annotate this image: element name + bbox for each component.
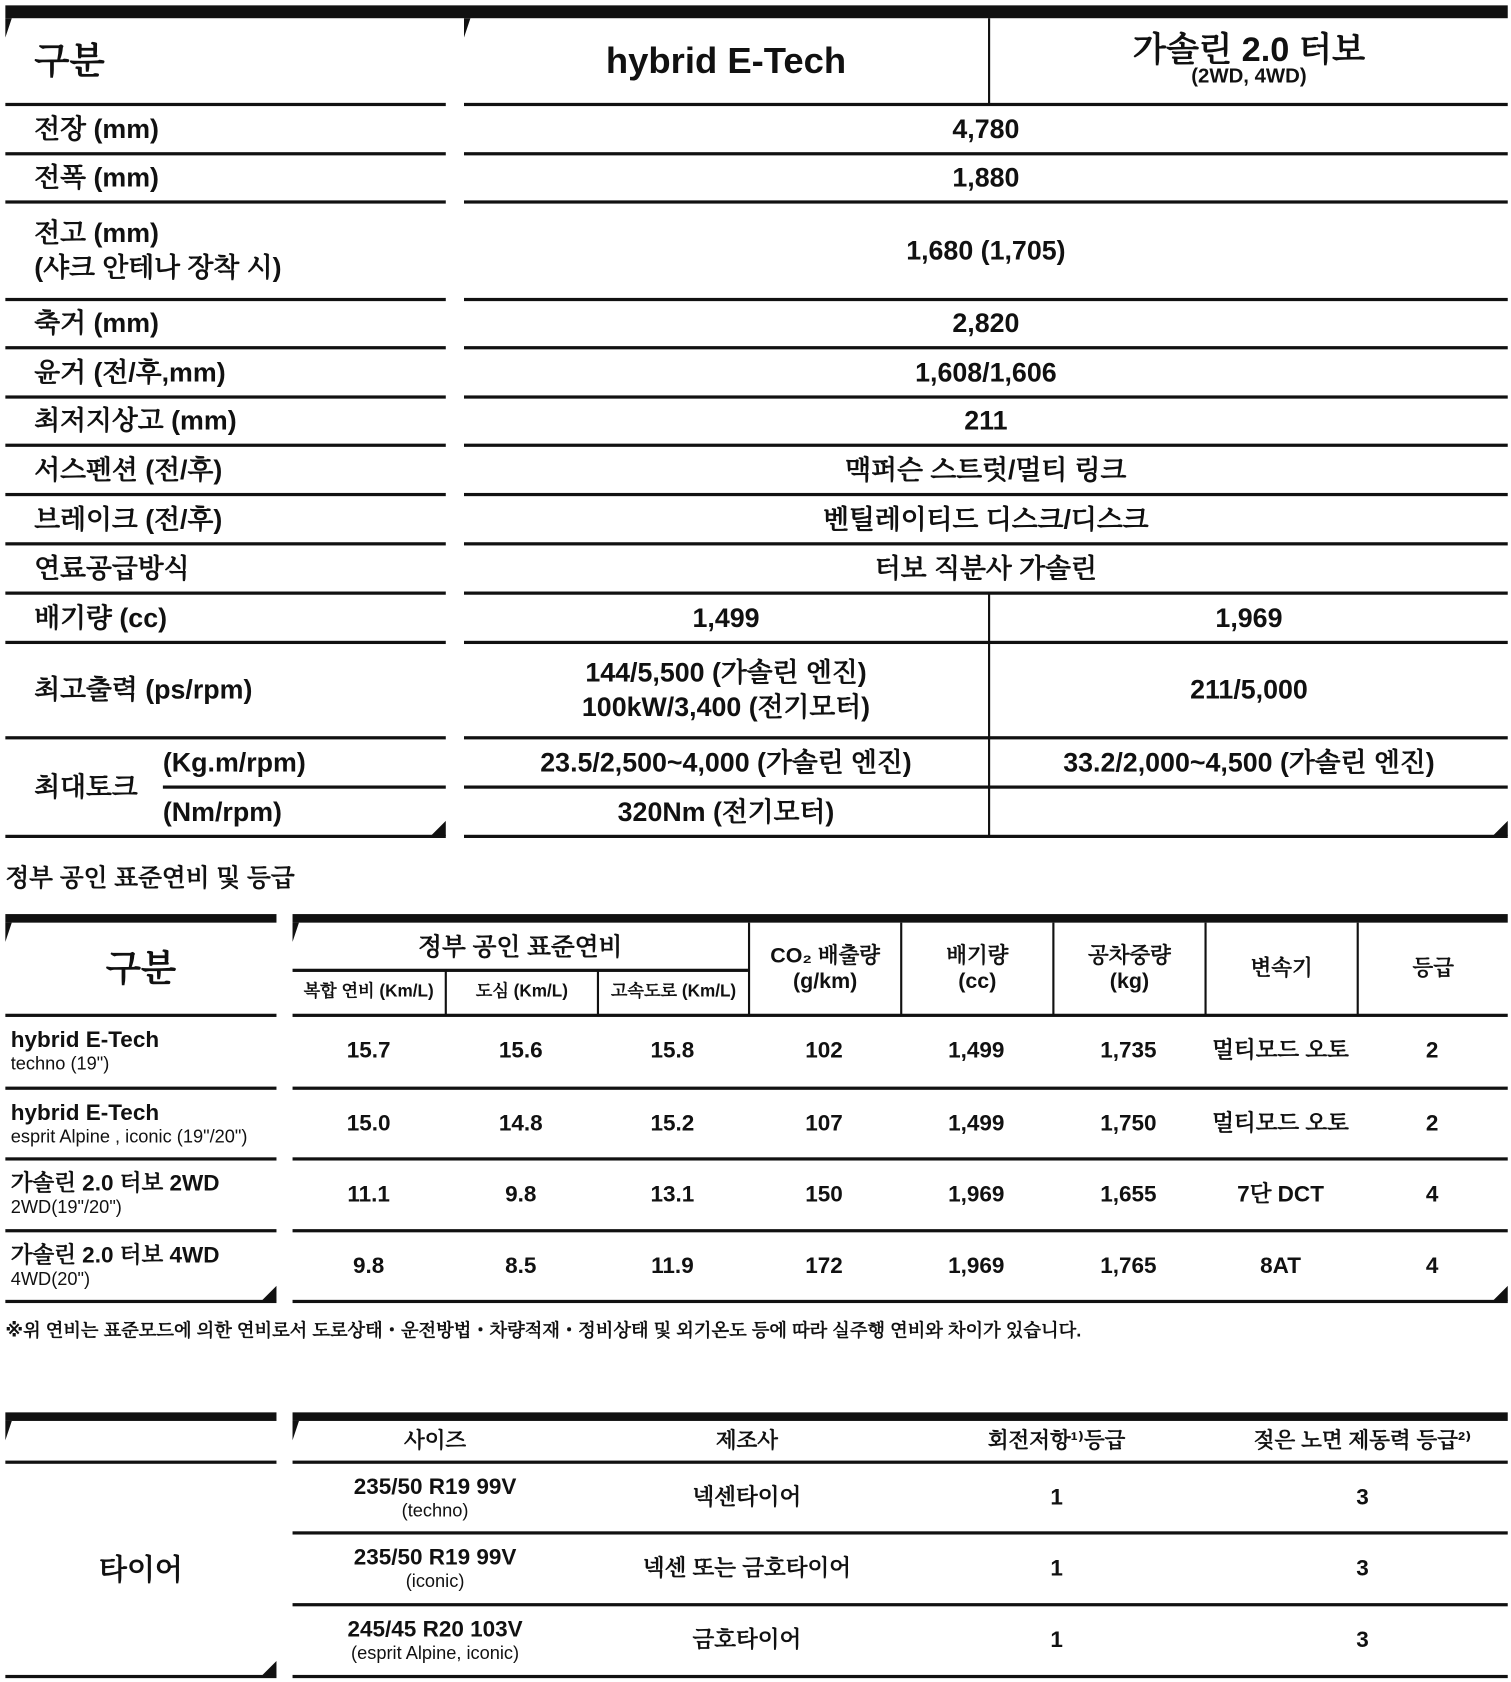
- tire-size-value: 235/50 R19 99V: [353, 1474, 517, 1500]
- fuel-cell-weight: 1,655: [1100, 1181, 1157, 1207]
- fuel-cell-displacement: 1,969: [948, 1181, 1005, 1207]
- fuel-cell-city: 15.6: [498, 1038, 543, 1064]
- tire-size-value: 235/50 R19 99V: [353, 1545, 517, 1570]
- corner-mark: [5, 18, 11, 37]
- tire-size-value: 245/45 R20 103V: [347, 1617, 523, 1642]
- tire-header-wet: 젖은 노면 제동력 등급²⁾: [1253, 1428, 1472, 1453]
- row-label: 전폭 (mm): [34, 162, 159, 193]
- row-value: 2,820: [952, 308, 1020, 339]
- divider: [293, 914, 1508, 923]
- header-line: 배기량: [946, 943, 1009, 968]
- row-label: 축거 (mm): [34, 308, 159, 339]
- tire-size: [293, 1464, 578, 1533]
- model-trim: esprit Alpine , iconic (19"/20"): [10, 1126, 248, 1147]
- fuel-cell-grade: 2: [1425, 1111, 1439, 1136]
- divider: [464, 835, 1508, 838]
- fuel-cell-co2: 102: [805, 1038, 843, 1064]
- fuel-cell-city: 14.8: [498, 1111, 543, 1136]
- fuel-header-group: 정부 공인 표준연비: [418, 931, 623, 960]
- row-value: 벤틸레이티드 디스크/디스크: [823, 504, 1149, 535]
- tire-maker: 금호타이어: [692, 1627, 802, 1653]
- fuel-row-label: [11, 1161, 220, 1230]
- fuel-header-weight: [1054, 923, 1204, 1014]
- tire-label: 타이어: [98, 1553, 183, 1586]
- fuel-header-combined: 복합 연비 (Km/L): [303, 982, 434, 1001]
- divider: [5, 1412, 276, 1421]
- tire-trim: (iconic): [405, 1570, 465, 1592]
- fuel-cell-weight: 1,750: [1100, 1111, 1157, 1136]
- fuel-header-transmission: 변속기: [1250, 956, 1313, 980]
- header-gasoline-sub: (2WD, 4WD): [1191, 65, 1307, 88]
- fuel-cell-grade: 4: [1425, 1181, 1439, 1207]
- row-value-gasoline: 1,969: [1215, 602, 1283, 633]
- tire-maker: 넥센타이어: [692, 1485, 802, 1510]
- fuel-cell-co2: 107: [805, 1111, 843, 1136]
- row-label: 윤거 (전/후,mm): [34, 357, 226, 388]
- fuel-header-co2: [750, 923, 900, 1014]
- row-label: 서스펜션 (전/후): [34, 454, 223, 485]
- fuel-cell-displacement: 1,499: [948, 1038, 1005, 1064]
- tire-wet-grade: 3: [1356, 1627, 1369, 1653]
- row-value: 맥퍼슨 스트럿/멀티 링크: [845, 454, 1127, 485]
- fuel-header-highway: 고속도로 (Km/L): [610, 982, 737, 1001]
- fuel-row-label: [11, 1232, 220, 1301]
- fuel-cell-highway: 11.9: [651, 1253, 694, 1279]
- divider: [5, 835, 445, 838]
- row-label: [34, 204, 281, 298]
- corner-mark: [261, 1286, 276, 1301]
- fuel-cell-highway: 13.1: [650, 1181, 695, 1207]
- fuel-cell-transmission: 멀티모드 오토: [1212, 1111, 1349, 1136]
- fuel-cell-combined: 11.1: [347, 1181, 390, 1207]
- divider: [293, 1412, 1508, 1421]
- torque-hybrid-nm: 320Nm (전기모터): [617, 796, 835, 827]
- divider: [293, 1675, 1508, 1678]
- fuel-cell-displacement: 1,499: [948, 1111, 1005, 1136]
- divider: [5, 1675, 276, 1678]
- row-value: 터보 직분사 가솔린: [874, 553, 1097, 584]
- fuel-header-label: 구분: [105, 947, 177, 989]
- tire-rolling-grade: 1: [1050, 1555, 1063, 1581]
- tire-rolling-grade: 1: [1050, 1627, 1063, 1653]
- value-line: 144/5,500 (가솔린 엔진): [585, 657, 867, 688]
- fuel-cell-weight: 1,765: [1100, 1253, 1157, 1279]
- section-title: 정부 공인 표준연비 및 등급: [5, 863, 295, 892]
- top-bar: [5, 5, 1507, 18]
- fuel-row-label: [11, 1017, 159, 1086]
- fuel-header-city: 도심 (Km/L): [475, 982, 568, 1001]
- tire-header-size: 사이즈: [404, 1428, 467, 1453]
- row-value-hybrid: [464, 644, 988, 736]
- tire-size: [293, 1535, 578, 1604]
- model-name: 가솔린 2.0 터보 2WD: [10, 1171, 220, 1196]
- torque-hybrid-kgm: 23.5/2,500~4,000 (가솔린 엔진): [540, 747, 912, 778]
- tire-size: [293, 1606, 578, 1675]
- divider: [5, 914, 276, 923]
- tire-wet-grade: 3: [1356, 1485, 1369, 1510]
- value-line: 100kW/3,400 (전기모터): [581, 692, 871, 723]
- corner-mark: [5, 1421, 11, 1440]
- torque-label: 최대토크: [34, 772, 138, 803]
- fuel-cell-city: 9.8: [505, 1181, 537, 1207]
- row-value-hybrid: 1,499: [692, 602, 760, 633]
- fuel-row-label: [11, 1090, 248, 1159]
- header-line: (cc): [958, 969, 997, 993]
- fuel-cell-highway: 15.8: [650, 1038, 695, 1064]
- header-label: 구분: [34, 40, 105, 82]
- fuel-header-grade: 등급: [1412, 956, 1454, 980]
- model-name: hybrid E-Tech: [10, 1100, 160, 1126]
- row-value: 1,680 (1,705): [906, 235, 1066, 266]
- row-label: 전장 (mm): [34, 114, 159, 145]
- row-value: 1,608/1,606: [915, 357, 1057, 388]
- torque-gasoline-kgm: 33.2/2,000~4,500 (가솔린 엔진): [1063, 747, 1435, 778]
- fuel-cell-weight: 1,735: [1100, 1038, 1157, 1064]
- label-line: 전고 (mm): [34, 218, 159, 249]
- tire-trim: (esprit Alpine, iconic): [351, 1642, 520, 1664]
- header-line: (kg): [1109, 969, 1150, 993]
- row-label: 최저지상고 (mm): [34, 406, 237, 437]
- header-hybrid: hybrid E-Tech: [605, 40, 847, 82]
- row-value: 4,780: [952, 114, 1020, 145]
- fuel-note: ※위 연비는 표준모드에 의한 연비로서 도로상태・운전방법・차량적재・정비상태 및 외기온도 등에 따라 실주행 연비와 차이가 있습니다.: [5, 1320, 1082, 1341]
- corner-mark: [431, 821, 446, 836]
- row-value: 1,880: [952, 162, 1020, 193]
- torque-unit-nm: (Nm/rpm): [162, 796, 282, 827]
- fuel-cell-transmission: 멀티모드 오토: [1212, 1038, 1349, 1064]
- tire-maker: 넥센 또는 금호타이어: [642, 1555, 851, 1581]
- row-label: 최고출력 (ps/rpm): [34, 675, 253, 706]
- model-trim: techno (19"): [10, 1053, 110, 1074]
- fuel-cell-transmission: 7단 DCT: [1237, 1181, 1324, 1207]
- model-name: hybrid E-Tech: [10, 1027, 160, 1053]
- row-value-gasoline: 211/5,000: [1190, 675, 1308, 706]
- header-gasoline-title: 가솔린 2.0 터보: [1132, 30, 1366, 69]
- tire-rolling-grade: 1: [1050, 1485, 1063, 1510]
- tire-wet-grade: 3: [1356, 1555, 1369, 1581]
- model-name: 가솔린 2.0 터보 4WD: [10, 1243, 220, 1268]
- row-value: 211: [964, 406, 1008, 437]
- row-label: 연료공급방식: [34, 553, 190, 584]
- row-label: 배기량 (cc): [34, 602, 168, 633]
- fuel-cell-combined: 9.8: [352, 1253, 385, 1279]
- fuel-cell-co2: 172: [805, 1253, 843, 1279]
- tire-trim: (techno): [401, 1500, 469, 1521]
- tire-header-rolling: 회전저항¹⁾등급: [987, 1428, 1126, 1453]
- header-line: (g/km): [792, 969, 858, 993]
- header-line: 공차중량: [1088, 943, 1171, 968]
- fuel-cell-co2: 150: [805, 1181, 843, 1207]
- torque-gasoline-nm: [990, 789, 1508, 835]
- tire-header-maker: 제조사: [715, 1428, 778, 1453]
- fuel-cell-grade: 2: [1425, 1038, 1439, 1064]
- fuel-cell-displacement: 1,969: [948, 1253, 1005, 1279]
- model-trim: 2WD(19"/20"): [10, 1196, 122, 1218]
- fuel-cell-grade: 4: [1425, 1253, 1439, 1279]
- torque-unit-kgm: (Kg.m/rpm): [162, 747, 306, 778]
- fuel-cell-transmission: 8AT: [1260, 1253, 1301, 1279]
- header-gasoline: [990, 18, 1508, 104]
- fuel-header-displacement: [902, 923, 1052, 1014]
- fuel-cell-combined: 15.0: [346, 1111, 391, 1136]
- fuel-cell-highway: 15.2: [650, 1111, 695, 1136]
- fuel-cell-city: 8.5: [505, 1253, 537, 1279]
- header-line: CO₂ 배출량: [770, 943, 881, 968]
- label-line: (샤크 안테나 장착 시): [34, 252, 282, 283]
- model-trim: 4WD(20"): [10, 1268, 91, 1290]
- fuel-cell-combined: 15.7: [346, 1038, 391, 1064]
- row-label: 브레이크 (전/후): [34, 504, 223, 535]
